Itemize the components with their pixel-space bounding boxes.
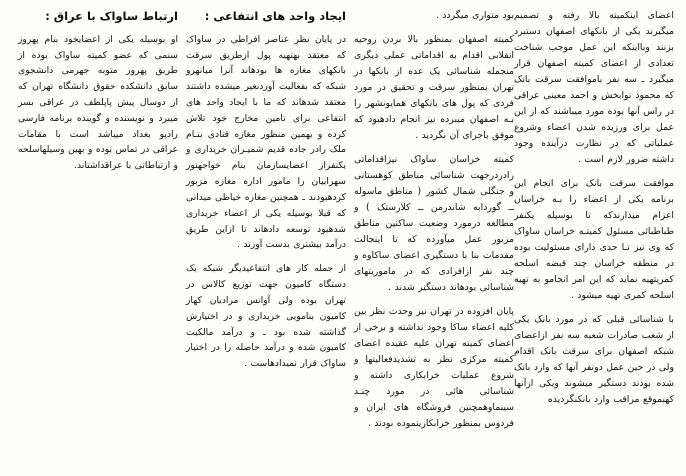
text-column-3: [354, 8, 514, 440]
text-column-left: [514, 8, 674, 416]
text-column-right: [18, 8, 178, 182]
paragraph: پایان افزوده در تهران نیز وحدت نظر بین کلیه اعضاء ساکا وجود نداشته و برخی از اعضای کمیته تهران علیه عقیده اعضای کمیته مرکزی نظر به تشدیدفعالیتها و شروع عملیات خرابکاری داشته و شناسائی هائی در مورد چنـد سینماوهمچنین فروشگاه های ایران و فردوس بمنظور خرابکارینموده بودند .: [354, 305, 514, 429]
paragraph: کمیته خراسان ساواک نیزاقداماتی رادردرجهت شناسائی مناطق کوهستانی و جنگلی شمال کشور ( مناطق ماسوله ــ گوردابه شاندرمن ــ کلارستک ) و مطالعه درمورد وضعیت ساکنین مناطق مزبور عمل میآورده که تا اینجالت مقدمات بنا با دستگیری اعضای ساکاوه و چند نفر ازافرادی که در ماموریتهای شناسائی بودهاند دستگیر شدند .: [354, 153, 514, 293]
paragraph: اعضای اینکمیته بالا رفته و تصمیم میگیرند یکی از بانکهای اصفهان دستبرد بزنند وبااینکه این عمل موجب شناخت تعدادی از اعضای کمیته اصفهان قرار میگیرد ـ سه نفر باموافقت سرقت بانک که محمود نوابخش و احمد معینی عراقی در راس آنها بوده مورد میباشند که از این عمل برای ورزیده شدن اعضاء وشروع عملیاتی که در نظارت درآینده وجود داشته ضرور لازم است .: [514, 10, 674, 165]
paragraph: بود متواری میگردد .: [435, 10, 514, 21]
column-headline: ارتباط ساواک با عراق :: [45, 9, 178, 23]
paragraph: موافقت سرقت بانک برای انجام این برنامه یکی از اعضاء را بـه خراسان اعزام میدارندکه تا بوسیله یکنفر طباطبائی مسئول کمیتـه خراسان ساواک که وی نیز تـا حدی دارای مسئولیت بوده در منطقه خراسان چند قبضه اسلحه کمریتهیه نماید که این امر انجامو به تهیه اسلحه کمری تهیه میشود .: [514, 177, 674, 301]
text-column-2: [186, 8, 346, 380]
column-headline: ایجاد واحد های انتفاعی :: [204, 9, 346, 23]
paragraph: از جمله کار های انتفاعیدیگر شبکه یک دستگاه کامیون جهت توزیع کالاس در تهران بوده ولی آوانس مرادیان کهاز کامیون بنامویی خریداری و در اختیارش گذاشته شده بود ـ و درآمد مالکیت کامیون شده و درآمد حاصله را در اختیار ساواک قرار نمیدادهاست .: [186, 263, 346, 370]
paragraph: کمیته اصفهان بمنظور بالا بردن روحیه انقلابی اقدام به اقداماتی عملی دیگری منجمله شناسائی یک عده از بانکها در تهران بمنظور سرقت و تحقیق در مورد فردی که پول های بانکهای همایونشهر را بـه اصفهان میبرده نیز انجام دادهبود که موفق باجرای آن نگردید .: [354, 33, 514, 141]
paragraph: او بوسیله یکی از اعضایخود بنام پهروز سنمی که عضو کمیته ساواک بوده از طریق پهروز متوبه جهرمی دانشجوی سابق دانشکده حقوق دانشگاه تهران که از دوسال پیش پاپلطف در عراقی بسر میبرد و نویسنده و گوینده برنامه فارسی رادیو بغداد میباشد است با مقامات عراقی در تماس بوده و بهین وسیلهاسلحه و ارتباطاتی با عراقداشتاند.: [18, 33, 178, 172]
paragraph: با شناسائی قبلی که در مورد بانک یکی از شعب صادرات شعبه سه نفر ازاعضای شبکه اصفهان برای سرقت بانک اقدام ولی در حین عمل دونفر آنها که وارد بانک شده بودند دستگیر میشوند ویکی ازآنها کهبموقع مراقب وارد بانکنگردیده: [514, 313, 674, 405]
paragraph: در پایان نظر عناصر افراطی در ساواک که معتقد بهتهیه پول ازطریق سرقت بانکهای مغازه ها بودهاند آنرا میانهرو شبکه که بفعالیت آوردنغیر میشده داشتند معتقد شدهاند که ما با ایجاد واحد های انتفاعی برای تامین مخارج خود تلاش کرده و بهمین منظور مغازه قنادی بنـام ملک رادر جاده قدیم شمیـران خریداری و یکنفراز اعضایسازمان بنام خواجهنور سهرابیان را مامور اداره مغازه مزبور کردهبودند ـ همچنین مغازه خیاطی میدانی که قبلا بوسیله یکی از اعضاء خریداری شدهبود توسعه دادهاند تا ازاین طریق درآمد بیشتری بدست آورند .: [186, 33, 346, 251]
